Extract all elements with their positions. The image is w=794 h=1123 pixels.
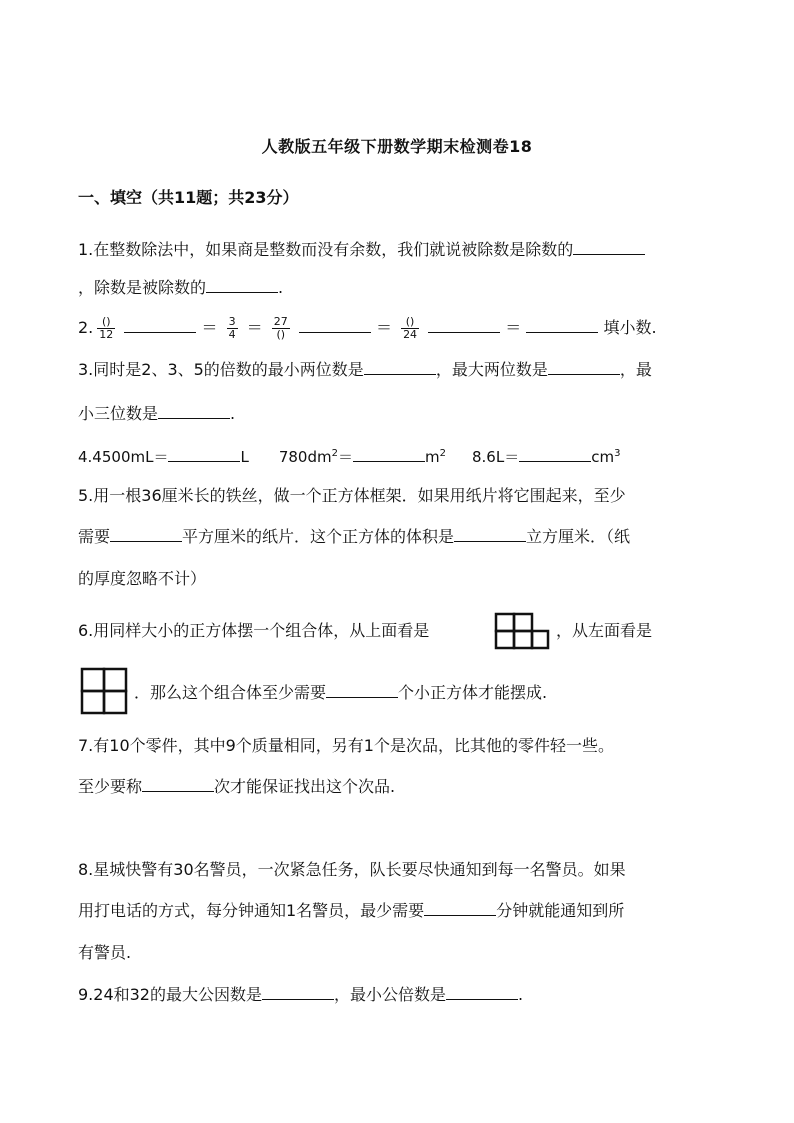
question-7-text-b: 次才能保证找出这个次品.: [214, 777, 396, 796]
fraction-denominator: (): [276, 328, 286, 341]
answer-blank[interactable]: [124, 318, 196, 333]
question-3-line-2: [78, 404, 235, 424]
question-3-text-b: ，最大两位数是: [435, 360, 548, 379]
top-view-cell: [514, 614, 532, 631]
equals-sign: ＝: [246, 318, 263, 337]
unit: cm: [591, 448, 615, 466]
question-2: [78, 310, 657, 346]
left-view-cell: [104, 691, 126, 713]
question-6-line-1b: ，从左面看是: [556, 621, 653, 640]
question-8-line-3: 有警员.: [78, 943, 132, 962]
question-6-text-2: ．那么这个组合体至少需要: [134, 683, 327, 702]
fraction-numerator: (): [401, 316, 419, 329]
question-7-line-1: 7.有10个零件，其中9个质量相同，另有1个是次品，比其他的零件轻一些。: [78, 736, 614, 755]
fraction-denominator: 24: [403, 328, 418, 341]
left-view-cell: [82, 691, 104, 713]
fraction-numerator: (): [97, 316, 115, 329]
answer-blank[interactable]: [519, 447, 591, 462]
answer-blank[interactable]: [353, 447, 425, 462]
top-view-cell: [496, 631, 514, 648]
equals-sign: ＝: [505, 318, 522, 337]
fraction: [272, 316, 290, 341]
question-3-text-c: ，最: [619, 360, 652, 379]
question-2-number: 2.: [78, 318, 94, 337]
equals-sign: ＝: [201, 318, 218, 337]
question-3-text-2: 小三位数是: [78, 404, 159, 423]
answer-blank[interactable]: [548, 360, 620, 375]
question-3-text: 3.同时是2、3、5的倍数的最小两位数是: [78, 360, 364, 379]
question-1-text: 1.在整数除法中，如果商是整数而没有余数，我们就说被除数是除数的: [78, 240, 574, 259]
unit: L: [240, 448, 249, 466]
question-1-line-1: [78, 240, 645, 260]
period: .: [230, 404, 236, 423]
top-view-cell: [514, 631, 532, 648]
answer-blank[interactable]: [526, 318, 598, 333]
question-8-text-b: 分钟就能通知到所: [496, 901, 625, 920]
answer-blank[interactable]: [428, 318, 500, 333]
fraction-numerator: 27: [273, 315, 288, 328]
answer-blank[interactable]: [168, 447, 240, 462]
question-8-line-2: [78, 901, 624, 921]
question-1-line-2: [78, 278, 283, 298]
answer-blank[interactable]: [573, 240, 645, 255]
answer-blank[interactable]: [326, 683, 398, 698]
answer-blank[interactable]: [364, 360, 436, 375]
fraction-denominator: 4: [228, 328, 236, 341]
left-view-figure: [80, 667, 128, 715]
question-5-text: 需要: [78, 527, 111, 546]
superscript: 2: [331, 448, 338, 459]
question-6-text: 6.用同样大小的正方体摆一个组合体，从上面看是: [78, 621, 430, 640]
left-view-cell: [82, 669, 104, 691]
question-9-text-b: ，最小公倍数是: [334, 985, 447, 1004]
superscript: 2: [439, 448, 446, 459]
question-8-line-1: 8.星城快警有30名警员，一次紧急任务，队长要尽快通知到每一名警员。如果: [78, 860, 626, 879]
question-4: [78, 444, 620, 467]
question-4-part-3: 8.6L＝: [471, 448, 520, 466]
section-heading: 一、填空（共11题；共23分）: [78, 188, 299, 207]
question-9: [78, 985, 523, 1005]
unit: m: [424, 448, 440, 466]
question-1-text-2: ，除数是被除数的: [78, 278, 207, 297]
answer-blank[interactable]: [206, 278, 278, 293]
answer-blank[interactable]: [446, 985, 518, 1000]
answer-blank[interactable]: [158, 404, 230, 419]
question-6-line-1: [78, 621, 429, 641]
superscript: 3: [614, 448, 621, 459]
answer-blank[interactable]: [110, 527, 182, 542]
equals-sign: ＝: [375, 318, 392, 337]
question-3-line-1: [78, 360, 652, 380]
question-9-text: 9.24和32的最大公因数是: [78, 985, 262, 1004]
period: .: [518, 985, 524, 1004]
top-view-cell: [532, 631, 548, 648]
top-view-cell: [496, 614, 514, 631]
question-4-part-2: 780dm: [278, 448, 332, 466]
answer-blank[interactable]: [262, 985, 334, 1000]
fraction: [401, 316, 419, 341]
question-6-line-2: [134, 683, 547, 703]
question-6-text-3: 个小正方体才能摆成.: [398, 683, 548, 702]
answer-blank[interactable]: [424, 901, 496, 916]
question-4-part-1: 4.4500mL＝: [78, 448, 169, 466]
fraction: [97, 316, 115, 341]
period: .: [278, 278, 284, 297]
answer-blank[interactable]: [299, 318, 371, 333]
top-view-figure: [494, 612, 550, 650]
fraction: [227, 316, 238, 341]
question-5-text-c: 立方厘米．（纸: [526, 527, 631, 546]
left-view-cell: [104, 669, 126, 691]
fraction-denominator: 12: [99, 328, 114, 341]
equals-sign: ＝: [337, 448, 353, 466]
question-5-text-b: 平方厘米的纸片．这个正方体的体积是: [182, 527, 455, 546]
question-8-text: 用打电话的方式，每分钟通知1名警员，最少需要: [78, 901, 425, 920]
page-title: 人教版五年级下册数学期末检测卷18: [261, 137, 533, 156]
answer-blank[interactable]: [142, 777, 214, 792]
fraction-numerator: 3: [228, 315, 236, 328]
question-2-suffix: 填小数.: [603, 318, 657, 337]
question-7-line-2: [78, 777, 395, 797]
question-5-line-2: [78, 527, 630, 547]
question-5-line-1: 5.用一根36厘米长的铁丝，做一个正方体框架．如果用纸片将它围起来，至少: [78, 486, 626, 505]
question-7-text: 至少要称: [78, 777, 143, 796]
answer-blank[interactable]: [454, 527, 526, 542]
question-5-line-3: 的厚度忽略不计）: [78, 569, 207, 588]
